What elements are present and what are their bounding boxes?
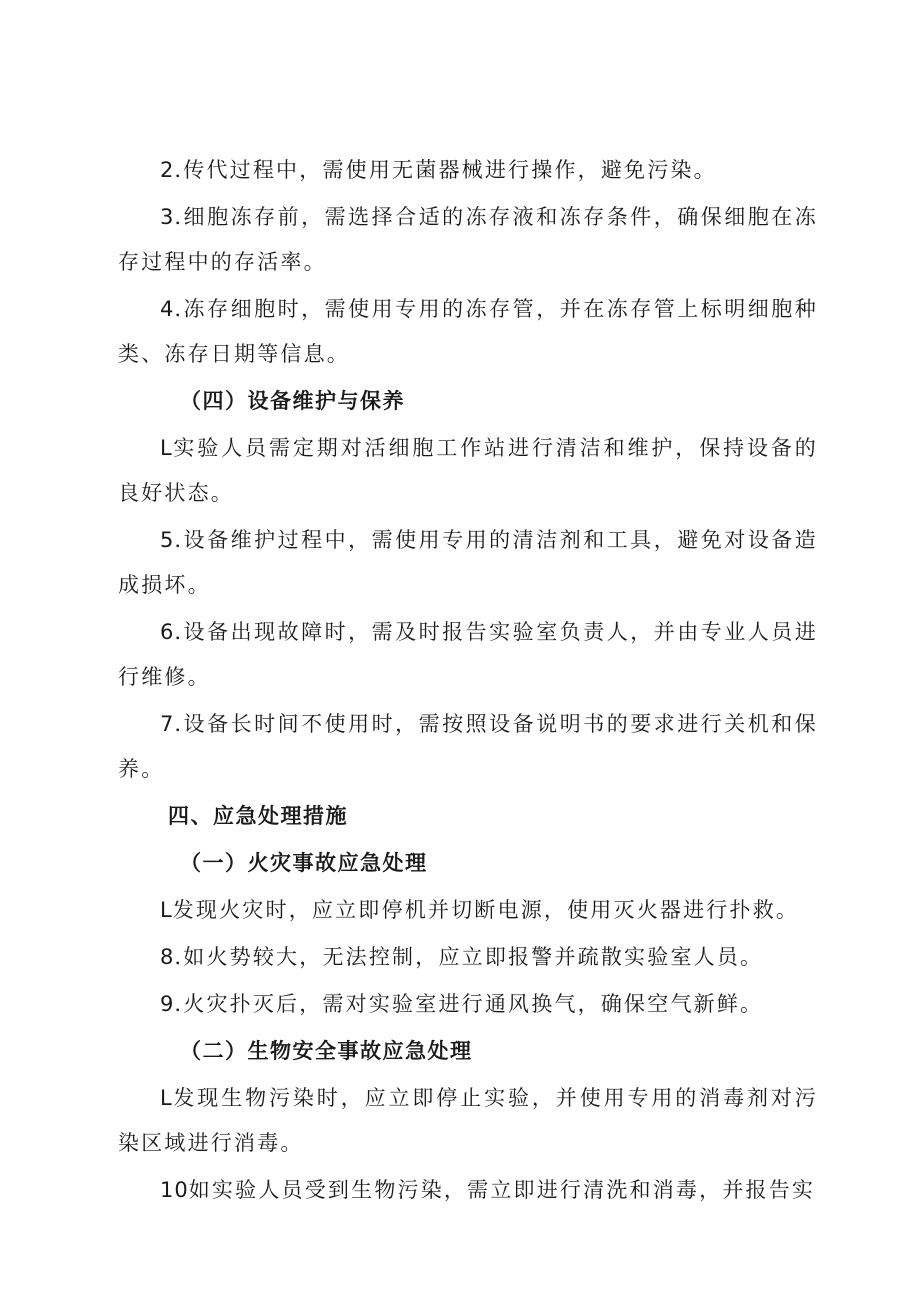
paragraph — [118, 1076, 818, 1166]
item-number: 5 — [160, 528, 175, 552]
paragraph-text: .细胞冻存前，需选择合适的冻存液和冻存条件，确保细胞在冻存过程中的存活率。 — [118, 205, 818, 274]
paragraph-text: .设备维护过程中，需使用专用的清洁剂和工具，避免对设备造成损坏。 — [118, 528, 818, 597]
paragraph-text: 发现火灾时，应立即停机并切断电源，使用灭火器进行扑救。 — [172, 898, 800, 922]
item-number: 4 — [160, 297, 175, 321]
item-number: 9 — [160, 992, 175, 1016]
item-number: 3 — [160, 205, 175, 229]
paragraph-text: .设备长时间不使用时，需按照设备说明书的要求进行关机和保养。 — [118, 712, 818, 781]
item-number: L — [160, 1086, 173, 1110]
paragraph-text: .传代过程中，需使用无菌器械进行操作，避免污染。 — [174, 158, 717, 182]
paragraph-text: 如实验人员受到生物污染，需立即进行清洗和消毒，并报告实 — [188, 1178, 816, 1202]
paragraph-text: .火灾扑灭后，需对实验室进行通风换气，确保空气新鲜。 — [174, 992, 764, 1016]
item-number: 2 — [160, 158, 175, 182]
paragraph-text: .设备出现故障时，需及时报告实验室负责人，并由专业人员进行维修。 — [118, 620, 818, 689]
paragraph — [118, 518, 818, 608]
paragraph-text: .冻存细胞时，需使用专用的冻存管，并在冻存管上标明细胞种类、冻存日期等信息。 — [118, 297, 818, 366]
paragraph — [118, 148, 818, 193]
paragraph — [118, 702, 818, 792]
item-number: L — [160, 898, 173, 922]
document-body — [118, 148, 818, 1215]
item-number: L — [160, 436, 173, 460]
paragraph — [118, 195, 818, 285]
subsection-heading: （二）生物安全事故应急处理 — [180, 1039, 473, 1063]
paragraph-text: 实验人员需定期对活细胞工作站进行清洁和维护，保持设备的良好状态。 — [118, 436, 818, 505]
paragraph — [118, 610, 818, 700]
paragraph — [118, 982, 818, 1027]
subsection-heading: （一）火灾事故应急处理 — [180, 851, 428, 875]
subsection-heading: （四）设备维护与保养 — [180, 389, 405, 413]
section-heading: 四、应急处理措施 — [168, 804, 348, 828]
paragraph-text: .如火势较大，无法控制，应立即报警并疏散实验室人员。 — [174, 945, 764, 969]
paragraph — [118, 1168, 818, 1213]
paragraph-text: 发现生物污染时，应立即停止实验，并使用专用的消毒剂对污染区域进行消毒。 — [118, 1086, 818, 1155]
paragraph — [118, 935, 818, 980]
paragraph — [118, 287, 818, 377]
paragraph — [118, 888, 818, 933]
item-number: 6 — [160, 620, 175, 644]
item-number: 7 — [160, 712, 175, 736]
item-number: 8 — [160, 945, 175, 969]
paragraph — [118, 426, 818, 516]
item-number: 10 — [160, 1178, 189, 1202]
